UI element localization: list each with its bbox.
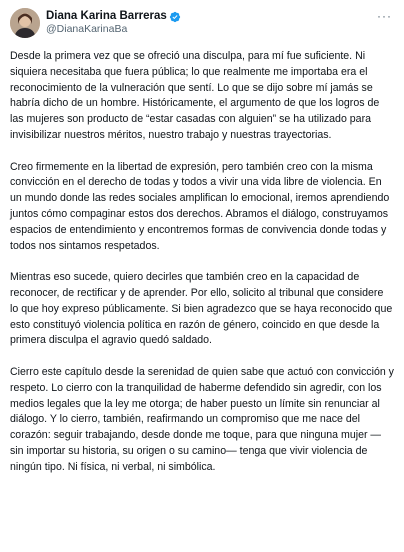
author-display-name[interactable]: Diana Karina Barreras — [46, 10, 167, 22]
verified-badge-icon — [169, 11, 181, 23]
tweet-text — [10, 49, 394, 476]
name-row — [46, 10, 181, 23]
tweet-paragraph: Desde la primera vez que se ofreció una disculpa, para mí fue suficiente. Ni siquiera necesitaba que fuera pública; lo que realmente me importaba era el reconocimiento de la vulneración que sentí. Lo que se dijo sobre mí jamás se habría dicho de un hombre. Históricamente, el argumento de que los logros de las mujeres son producto de “estar casadas con alguien” se ha utilizado para invisibilizar nuestros méritos, nuestro trabajo y nuestras trayectorias. — [10, 50, 380, 141]
tweet-paragraph: Mientras eso sucede, quiero decirles que también creo en la capacidad de reconocer, de rectificar y de aprender. Por ello, solicito al tribunal que considere lo que hoy expreso públicamente. Si bien agradezco que se haya reconocido que esto constituyó violencia política en razón de género, coincido en que desde la primera disculpa el agravio quedó saldado. — [10, 271, 393, 347]
tweet-paragraph: Creo firmemente en la libertad de expresión, pero también creo con la misma convicción en el derecho de todas y todos a vivir una vida libre de violencia. En un mundo donde las redes sociales amplifican lo emocional, iremos aprendiendo juntos cómo compaginar estos dos derechos. Abramos el diálogo, construyamos espacios de entendimiento y encontremos formas de convivencia donde todas y todos nos sintamos respetados. — [10, 160, 390, 252]
ellipsis-icon: ··· — [377, 9, 392, 23]
author-names — [46, 10, 181, 36]
more-options-button[interactable] — [377, 9, 392, 23]
tweet-header — [10, 8, 394, 42]
avatar[interactable] — [10, 8, 40, 38]
tweet-paragraph: Cierro este capítulo desde la serenidad de quien sabe que actuó con convicción y respeto. Lo cierro con la tranquilidad de haberme defendido sin agredir, con los medios legales que la ley me otorga; de haber puesto un límite sin renunciar al diálogo. Y lo cierro, también, reafirmando un compromiso que me nace del corazón: seguir trabajando, desde donde me toque, para que ninguna mujer —sin importar su historia, su origen o su camino— tenga que vivir violencia de ningún tipo. Ni física, ni verbal, ni simbólica. — [10, 365, 394, 473]
author-handle[interactable]: @DianaKarinaBa — [46, 23, 128, 35]
